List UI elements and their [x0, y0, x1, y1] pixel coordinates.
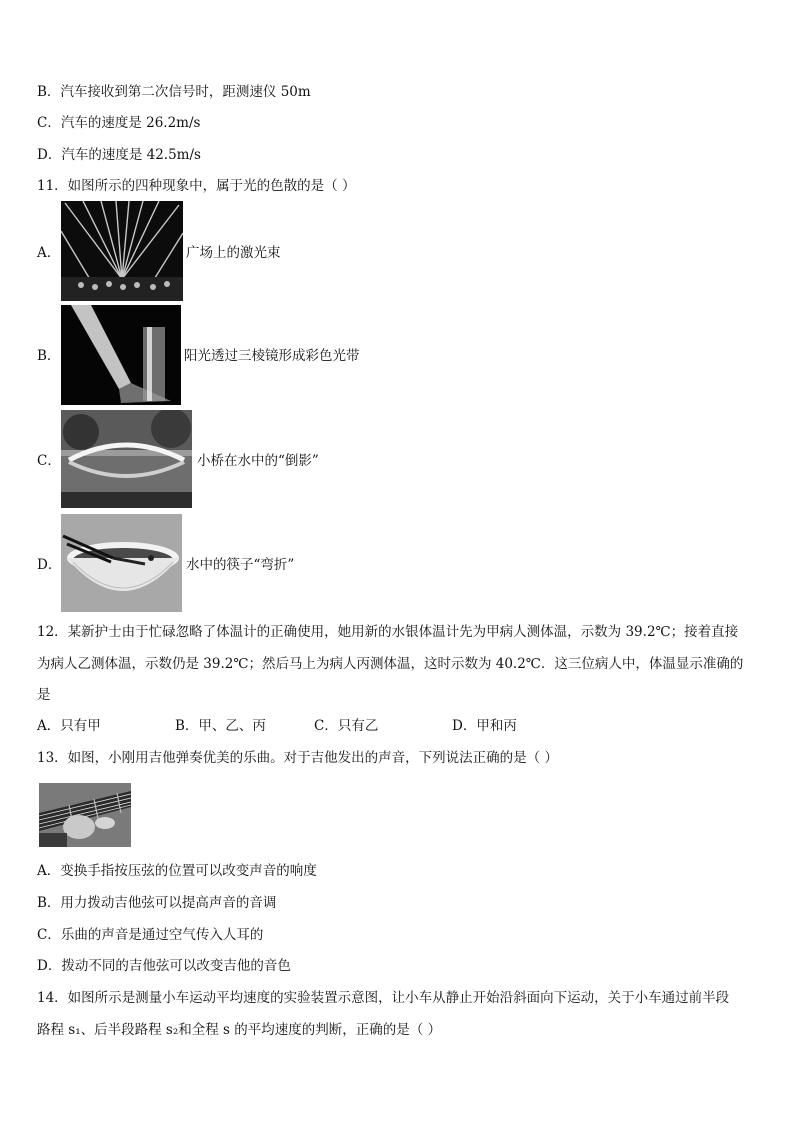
- q11-option-b-letter: B．: [37, 348, 61, 364]
- q13-stem: 13．如图，小刚用吉他弹奏优美的乐曲。对于吉他发出的声音，下列说法正确的是（ ）: [37, 750, 558, 766]
- chopsticks-bowl-photo: [61, 514, 182, 612]
- q13-option-c: C．乐曲的声音是通过空气传入人耳的: [37, 927, 264, 943]
- q12-choice-d: D．甲和丙: [452, 718, 517, 734]
- guitar-photo: [39, 783, 131, 847]
- q11-option-d-letter: D．: [37, 557, 62, 573]
- q13-option-d: D．拨动不同的吉他弦可以改变吉他的音色: [37, 958, 291, 974]
- q13-option-b: B．用力拨动吉他弦可以提高声音的音调: [37, 895, 277, 911]
- q12-stem-line1: 12．某新护士由于忙碌忽略了体温计的正确使用，她用新的水银体温计先为甲病人测体温，示数为 39.2℃；接着直接: [37, 624, 739, 640]
- q12-stem-line3: 是: [37, 687, 51, 703]
- q11-option-a-letter: A．: [37, 245, 61, 261]
- q11-option-c-caption: 小桥在水中的“倒影”: [197, 453, 319, 469]
- bridge-reflection-photo: [61, 410, 192, 508]
- q10-option-b: B．汽车接收到第二次信号时，距测速仪 50m: [37, 84, 311, 100]
- q10-option-d: D．汽车的速度是 42.5m/s: [37, 147, 201, 163]
- q12-choice-a: A．只有甲: [37, 718, 101, 734]
- q14-stem-line2: 路程 s₁、后半段路程 s₂和全程 s 的平均速度的判断，正确的是（ ）: [37, 1022, 442, 1038]
- q11-option-c-letter: C．: [37, 453, 61, 469]
- q11-option-b-caption: 阳光透过三棱镜形成彩色光带: [184, 348, 360, 364]
- q12-stem-line2: 为病人乙测体温，示数仍是 39.2℃；然后马上为病人丙测体温，这时示数为 40.2℃．这三位病人中，体温显示准确的: [37, 656, 744, 672]
- q10-option-c: C．汽车的速度是 26.2m/s: [37, 115, 201, 131]
- q13-option-a: A．变换手指按压弦的位置可以改变声音的响度: [37, 863, 317, 879]
- q14-stem-line1: 14．如图所示是测量小车运动平均速度的实验装置示意图，让小车从静止开始沿斜面向下运动，关于小车通过前半段: [37, 990, 730, 1006]
- q11-stem: 11．如图所示的四种现象中，属于光的色散的是（ ）: [37, 178, 356, 194]
- q12-choice-b: B．甲、乙、丙: [175, 718, 266, 734]
- q11-option-d-caption: 水中的筷子“弯折”: [186, 557, 295, 573]
- q12-choice-c: C．只有乙: [314, 718, 379, 734]
- laser-beams-photo: [61, 201, 183, 301]
- prism-photo: [61, 305, 181, 405]
- q11-option-a-caption: 广场上的激光束: [186, 245, 281, 261]
